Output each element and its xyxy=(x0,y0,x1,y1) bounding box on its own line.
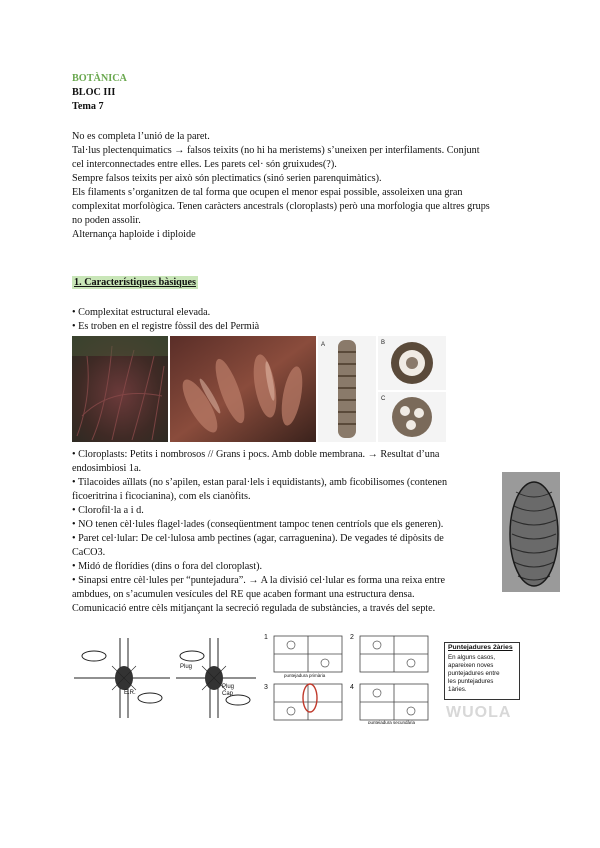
micro-label-b: B xyxy=(381,340,386,346)
micrograph-filament xyxy=(318,336,376,442)
callout-box xyxy=(436,632,526,724)
diagram-number-4: 4 xyxy=(350,684,354,691)
subject-title: BOTÀNICA xyxy=(72,73,127,84)
bullet-line: • Cloroplasts: Petits i nombrosos // Grans i pocs. Amb doble membrana. → Resultat d’una xyxy=(72,449,440,460)
intro-line: cel interconnectades entre elles. Les parets cel· són gruixudes(?). xyxy=(72,159,337,170)
topic-title: Tema 7 xyxy=(72,101,104,112)
intro-line: Sempre falsos teixits per això són plectimatics (sinó serien parenquimàtics). xyxy=(72,173,382,184)
bullet-line: Comunicació entre cèls mitjançant la secreció regulada de substàncies, a través del septe. xyxy=(72,603,436,614)
bullet-line: • Tilacoides aïllats (no s’apilen, estan paral·lels i equidistants), amb ficobilisomes (contenen xyxy=(72,477,448,488)
label-plug-cap: Plug Cap xyxy=(222,684,235,697)
callout-line: apareixen noves xyxy=(448,662,494,669)
section-heading xyxy=(72,276,198,289)
label-er: E.R. xyxy=(124,690,136,696)
intro-line: Els filaments s’organitzen de tal forma que ocupen el menor espai possible, assoleixen una gran xyxy=(72,187,463,198)
bullet-line: • Midó de florídies (dins o fora del cloroplast). xyxy=(72,561,263,572)
intro-line: no poden assolir. xyxy=(72,215,141,226)
callout-line: En alguns casos, xyxy=(448,654,496,661)
bullet-line: • Sinapsi entre cèl·lules per “puntejadura”. → A la divisió cel·lular es forma una reixa entre xyxy=(72,575,446,586)
micro-label-c: C xyxy=(381,396,386,402)
label-pit-primary: puntejadura primària xyxy=(284,673,326,678)
bullet-line: • Es troben en el registre fòssil des del Permià xyxy=(72,321,260,332)
pit-formation-diagrams xyxy=(262,632,434,724)
bullet-line: • Complexitat estructural elevada. xyxy=(72,307,211,318)
watermark-logo: WUOLA xyxy=(446,704,512,721)
diagram-number-2: 2 xyxy=(350,634,354,641)
intro-line: Tal·lus plectenquimatics → falsos teixits (no hi ha meristems) s’uneixen per interfilaments. Conjunt xyxy=(72,145,480,156)
algae-photo-1 xyxy=(72,336,168,442)
label-pit-secondary: puntejadura secundària xyxy=(368,720,416,724)
svg-text:A: A xyxy=(321,342,326,348)
bullet-line: • Clorofil·la a i d. xyxy=(72,505,144,516)
chloroplast-tem-image xyxy=(502,472,560,592)
bullet-line: CaCO3. xyxy=(72,547,106,558)
micrograph-cross-section-b xyxy=(378,336,446,390)
block-title: BLOC III xyxy=(72,87,116,98)
section-heading-text: 1. Característiques bàsiques xyxy=(74,277,196,288)
bullet-line: ficoeritrina i ficocianina), com els cianòfits. xyxy=(72,491,251,502)
pit-plug-diagram xyxy=(72,636,258,720)
intro-line: Alternança haploide i diploide xyxy=(72,229,196,240)
bullet-line: ambdues, on s’acumulen vesícules del RE que acaben formant una estructura densa. xyxy=(72,589,415,600)
bullet-line: endosimbiosi 1a. xyxy=(72,463,142,474)
intro-line: No es completa l’unió de la paret. xyxy=(72,131,210,142)
bullet-line: • NO tenen cèl·lules flagel·lades (conseqüentment tampoc tenen centríols que els generen). xyxy=(72,519,444,530)
callout-line: puntejadures entre xyxy=(448,670,500,677)
algae-photo-2 xyxy=(170,336,316,442)
bullet-line: • Paret cel·lular: De cel·lulosa amb pectines (agar, carraguenina). De vegades té dipòsits de xyxy=(72,533,444,544)
label-plug: Plug xyxy=(180,664,193,670)
callout-line: les puntejadures xyxy=(448,678,494,685)
diagram-number-3: 3 xyxy=(264,684,268,691)
diagram-number-1: 1 xyxy=(264,634,268,641)
micrograph-cross-section-c xyxy=(378,392,446,442)
callout-line: 1àries. xyxy=(448,686,467,693)
intro-line: complexitat morfològica. Tenen caràcters ancestrals (cloroplasts) però una morfologia que altres grups xyxy=(72,201,490,212)
callout-title: Puntejadures 2àries xyxy=(448,644,513,651)
